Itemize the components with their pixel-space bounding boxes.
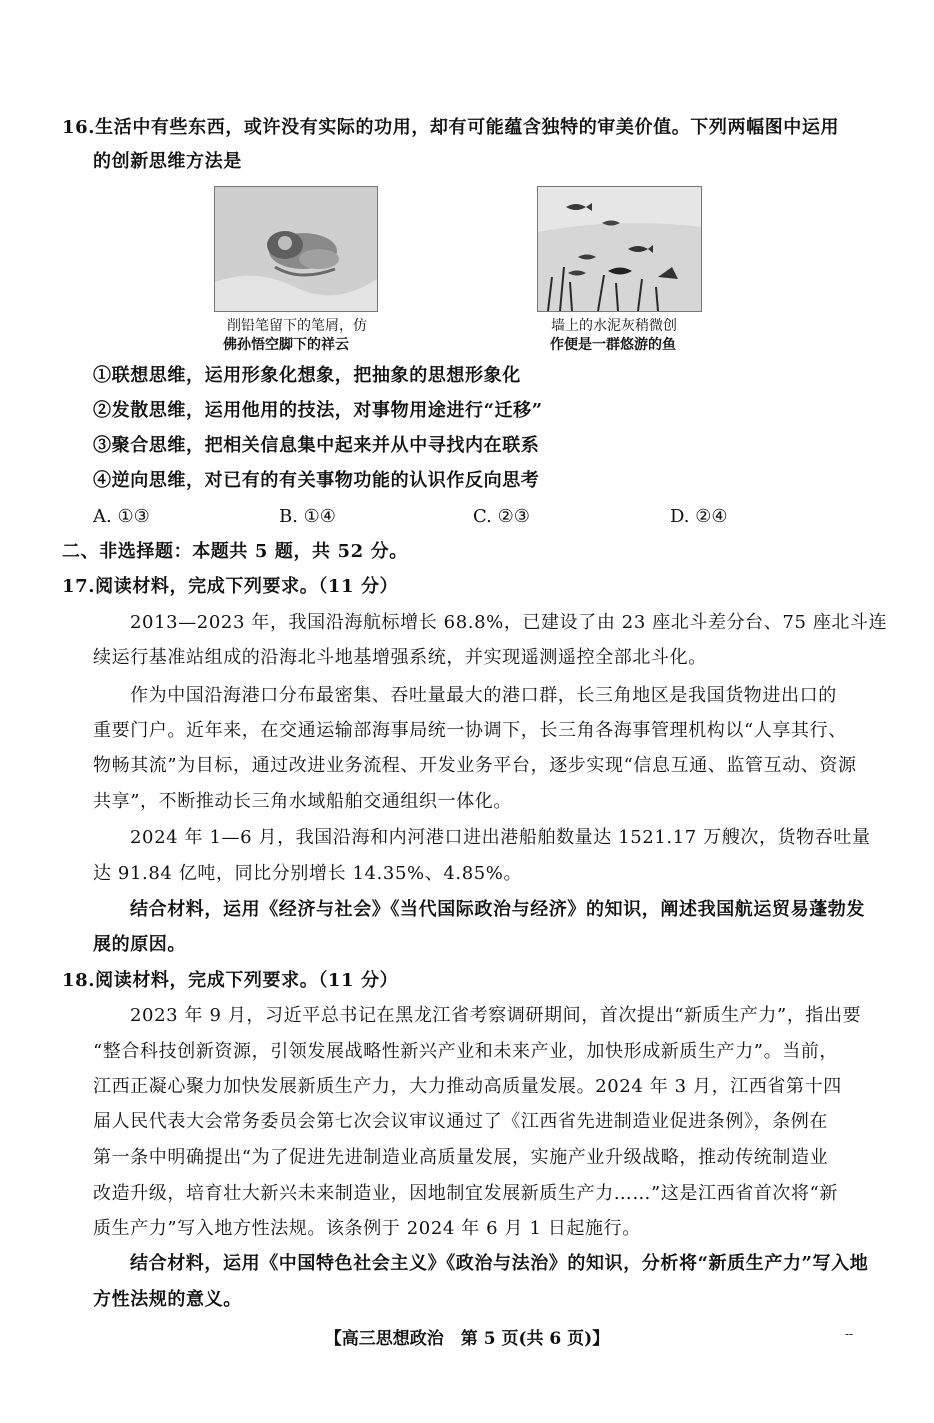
q17-line-9: 结合材料，运用《经济与社会》《当代国际政治与经济》的知识，阐述我国航运贸易蓬勃发 bbox=[130, 899, 865, 920]
q16-item-2: ②发散思维，运用他用的技法，对事物用途进行“迁移” bbox=[93, 400, 543, 421]
q18-line-6: 改造升级，培育壮大新兴未来制造业，因地制宜发展新质生产力……”这是江西省首次将“新 bbox=[93, 1183, 838, 1204]
q17-line-1: 2013—2023 年，我国沿海航标增长 68.8%，已建设了由 23 座北斗差分台、75 座北斗连 bbox=[130, 612, 888, 633]
q18-line-1: 2023 年 9 月，习近平总书记在黑龙江省考察调研期间，首次提出“新质生产力”，指出要 bbox=[130, 1005, 862, 1026]
q18-line-9: 方性法规的意义。 bbox=[93, 1289, 242, 1310]
q17-line-5: 物畅其流”为目标，通过改进业务流程、开发业务平台，逐步实现“信息互通、监管互动、资源 bbox=[93, 755, 857, 776]
section-2-heading: 二、非选择题：本题共 5 题，共 52 分。 bbox=[62, 541, 408, 562]
q17-line-2: 续运行基准站组成的沿海北斗地基增强系统，并实现遥测遥控全部北斗化。 bbox=[93, 647, 707, 668]
q18-line-2: “整合科技创新资源，引领发展战略性新兴产业和未来产业，加快形成新质生产力”。当前， bbox=[93, 1041, 838, 1062]
cement-fish-image bbox=[537, 186, 702, 312]
fig2-caption-line1: 墙上的水泥灰稍微创 bbox=[551, 318, 677, 334]
q16-option-d: D. ②④ bbox=[670, 506, 728, 527]
q17-line-10: 展的原因。 bbox=[93, 934, 186, 955]
q16-item-4: ④逆向思维，对已有的有关事物功能的认识作反向思考 bbox=[93, 470, 540, 491]
q16-option-a: A. ①③ bbox=[93, 506, 150, 527]
q18-line-4: 届人民代表大会常务委员会第七次会议审议通过了《江西省先进制造业促进条例》，条例在 bbox=[93, 1111, 828, 1132]
fig1-caption-line1: 削铅笔留下的笔屑，仿 bbox=[227, 318, 367, 334]
q17-title: 17.阅读材料，完成下列要求。（11 分） bbox=[62, 576, 399, 597]
page-footer: 【高三思想政治 第 5 页(共 6 页)】 bbox=[324, 1329, 610, 1349]
q17-line-4: 重要门户。近年来，在交通运输部海事局统一协调下，长三角各海事管理机构以“人享其行、 bbox=[93, 720, 847, 741]
q16-option-c: C. ②③ bbox=[473, 506, 530, 527]
q18-line-5: 第一条中明确提出“为了促进先进制造业高质量发展，实施产业升级战略，推动传统制造业 bbox=[93, 1147, 829, 1168]
corner-mark: -- bbox=[845, 1327, 854, 1341]
q16-stem-line1: 16.生活中有些东西，或许没有实际的功用，却有可能蕴含独特的审美价值。下列两幅图中运用 bbox=[62, 117, 840, 138]
q18-line-3: 江西正凝心聚力加快发展新质生产力，大力推动高质量发展。2024 年 3 月，江西省第十四 bbox=[93, 1076, 842, 1097]
pencil-shavings-image bbox=[214, 186, 378, 312]
q16-option-b: B. ①④ bbox=[279, 506, 336, 527]
q16-item-1: ①联想思维，运用形象化想象，把抽象的思想形象化 bbox=[93, 365, 521, 386]
q18-title: 18.阅读材料，完成下列要求。（11 分） bbox=[62, 970, 399, 991]
q17-line-3: 作为中国沿海港口分布最密集、吞吐量最大的港口群，长三角地区是我国货物进出口的 bbox=[130, 685, 837, 706]
q16-stem-line2: 的创新思维方法是 bbox=[93, 151, 242, 172]
q17-line-6: 共享”，不断推动长三角水域船舶交通组织一体化。 bbox=[93, 791, 512, 812]
q18-line-8: 结合材料，运用《中国特色社会主义》《政治与法治》的知识，分析将“新质生产力”写入地 bbox=[130, 1253, 869, 1274]
q16-item-3: ③聚合思维，把相关信息集中起来并从中寻找内在联系 bbox=[93, 435, 540, 456]
fig2-caption-line2: 作便是一群悠游的鱼 bbox=[550, 337, 676, 353]
fig1-caption-line2: 佛孙悟空脚下的祥云 bbox=[223, 337, 349, 353]
q17-line-8: 达 91.84 亿吨，同比分别增长 14.35%、4.85%。 bbox=[93, 863, 523, 884]
q18-line-7: 质生产力”写入地方性法规。该条例于 2024 年 6 月 1 日起施行。 bbox=[93, 1218, 641, 1239]
q17-line-7: 2024 年 1—6 月，我国沿海和内河港口进出港船舶数量达 1521.17 万艘次，货物吞吐量 bbox=[130, 827, 871, 848]
